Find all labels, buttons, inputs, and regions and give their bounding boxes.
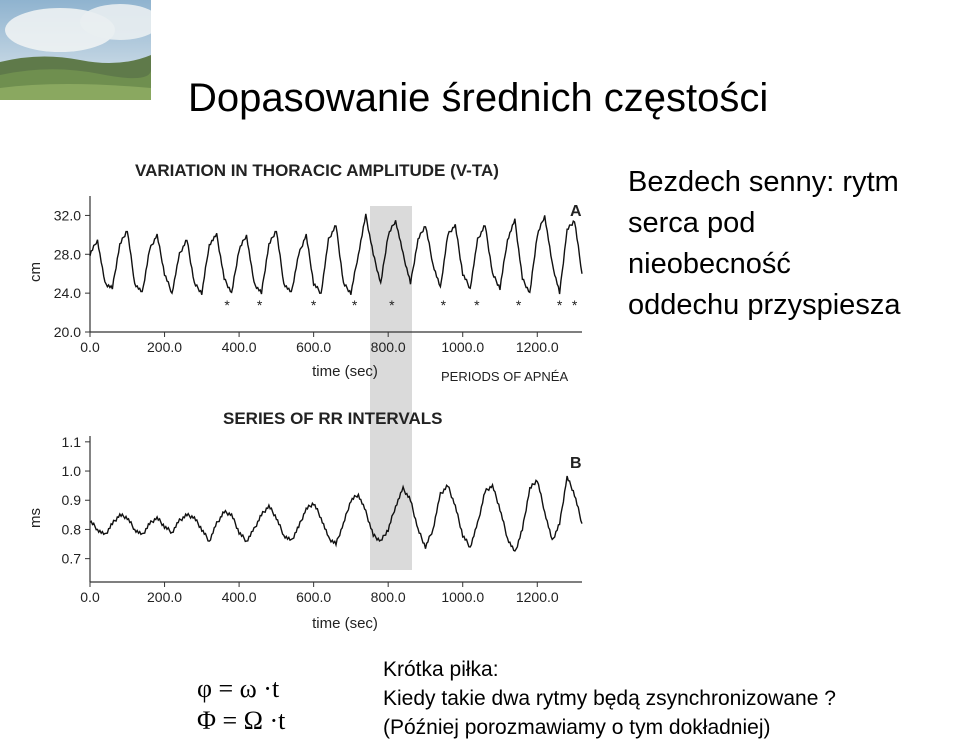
note-line: Kiedy takie dwa rytmy będą zsynchronizowane ?: [383, 687, 836, 710]
chart-b-y-tick-label: 1.0: [61, 463, 81, 480]
apnea-highlight-band: [370, 206, 412, 570]
note-text: [383, 655, 836, 742]
chart-a-x-tick-label: 400.0: [221, 339, 257, 355]
chart-b-y-tick-label: 0.9: [61, 492, 81, 509]
chart-a-axes: [54, 196, 582, 355]
chart-b-x-tick-label: 800.0: [370, 589, 406, 605]
caption-line: Bezdech senny: rytm: [628, 166, 899, 198]
chart-b-x-tick-label: 400.0: [221, 589, 257, 605]
formula-phase-small: φ = ω ·t: [197, 674, 280, 703]
chart-b-y-tick-label: 0.8: [61, 521, 81, 538]
chart-b-y-tick-label: 0.7: [61, 550, 81, 567]
chart-b-x-tick-label: 200.0: [147, 589, 183, 605]
chart-b-xlabel: time (sec): [312, 615, 378, 632]
chart-a-apnea-marker: *: [389, 297, 395, 313]
note-line: (Później porozmawiamy o tym dokładniej): [383, 716, 771, 739]
chart-a-y-tick-label: 28.0: [53, 246, 81, 263]
slide-title: Dopasowanie średnich częstości: [188, 76, 769, 120]
note-line: Krótka piłka:: [383, 658, 499, 681]
chart-b-series-line: [90, 476, 582, 551]
chart-b-y-tick-label: 1.1: [61, 433, 81, 450]
chart-a-apnea-marker: *: [474, 297, 480, 313]
phase-formulas: [197, 673, 285, 737]
chart-a-apnea-marker: *: [440, 297, 447, 313]
chart-b-panel-label: B: [570, 455, 582, 472]
chart-a-xlabel: time (sec): [312, 363, 378, 380]
chart-b-axes: [62, 434, 582, 605]
chart-a-y-tick-label: 20.0: [53, 324, 81, 340]
chart-a-ylabel: cm: [27, 262, 44, 282]
chart-a-x-tick-label: 200.0: [147, 339, 183, 355]
chart-a-x-tick-label: 600.0: [296, 339, 332, 355]
chart-a-apnea-marker: *: [571, 297, 578, 313]
chart-a-apnea-marker: *: [351, 297, 358, 313]
chart-a-x-tick-label: 1200.0: [515, 339, 559, 355]
chart-a-x-tick-label: 800.0: [370, 339, 406, 355]
chart-b-title: SERIES OF RR INTERVALS: [223, 409, 443, 428]
caption-line: oddechu przyspiesza: [628, 289, 901, 321]
chart-b-x-tick-label: 600.0: [296, 589, 332, 605]
caption-line: serca pod: [628, 207, 756, 239]
chart-b-x-tick-label: 1000.0: [441, 589, 485, 605]
chart-a-apnea-marker: *: [515, 297, 522, 313]
chart-a-y-tick-label: 32.0: [53, 207, 81, 224]
chart-a-x-tick-label: 1000.0: [441, 339, 485, 355]
chart-a-series-line: [90, 214, 582, 295]
chart-a-apnea-note: PERIODS OF APNÉA: [441, 369, 569, 384]
formula-phase-large: Φ = Ω ·t: [197, 706, 286, 735]
chart-a-apnea-marker: *: [556, 297, 563, 313]
caption-line: nieobecność: [628, 248, 791, 280]
chart-b-x-tick-label: 0.0: [80, 589, 100, 605]
chart-a-apnea-marker: *: [256, 297, 263, 313]
chart-b-x-tick-label: 1200.0: [515, 589, 559, 605]
chart-a-y-tick-label: 24.0: [53, 285, 81, 302]
chart-a-title: VARIATION IN THORACIC AMPLITUDE (V-TA): [135, 161, 499, 180]
chart-a-panel-label: A: [570, 203, 582, 220]
chart-a-x-tick-label: 0.0: [80, 339, 100, 355]
chart-b-ylabel: ms: [27, 508, 44, 528]
chart-a-apnea-marker: *: [224, 297, 230, 313]
chart-a-apnea-marker: *: [310, 297, 317, 313]
